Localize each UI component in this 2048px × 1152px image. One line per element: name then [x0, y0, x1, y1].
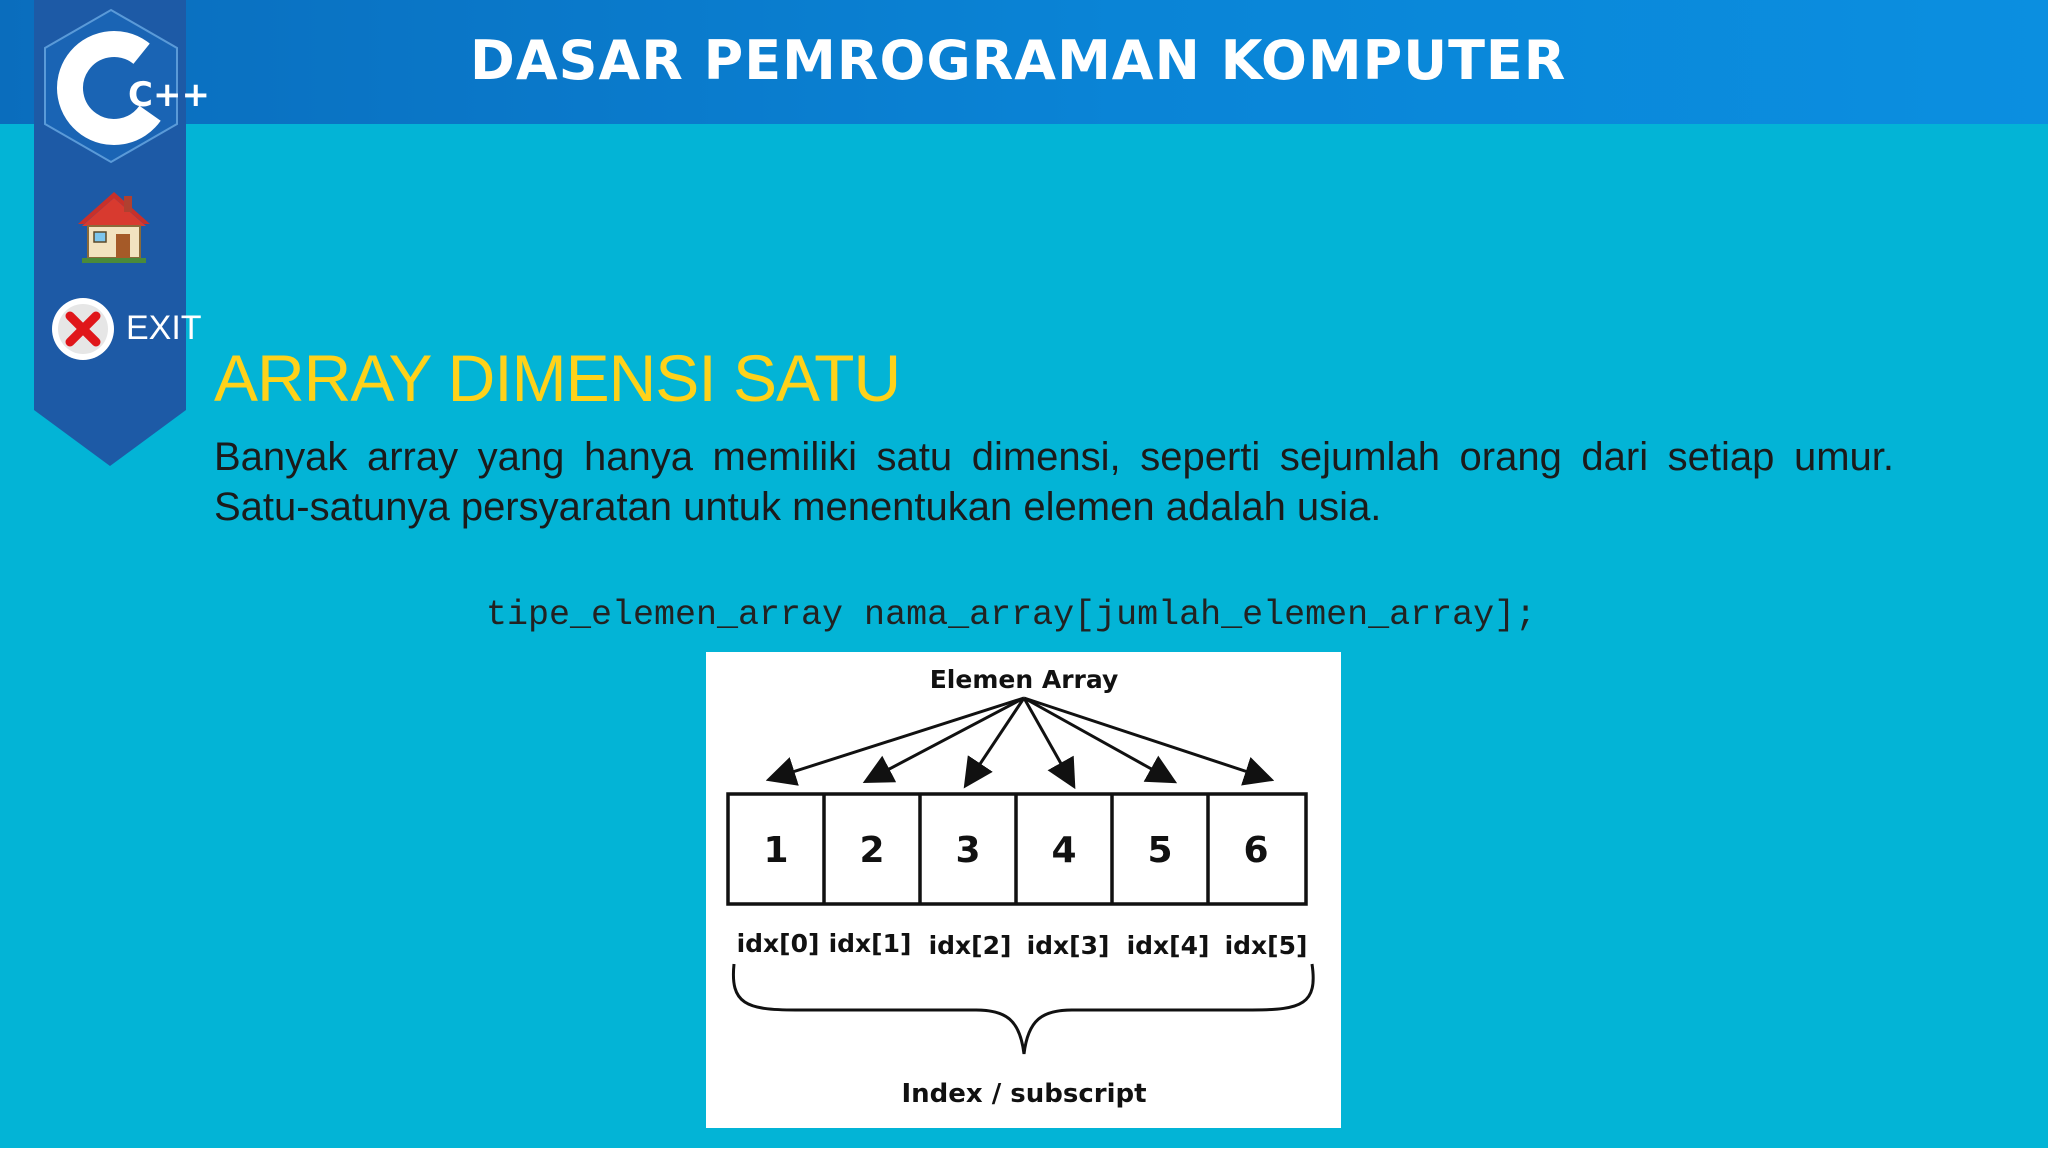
arrow-3 [972, 698, 1024, 776]
array-cell: 2 [859, 830, 885, 871]
array-cell: 1 [763, 830, 789, 871]
section-title: ARRAY DIMENSI SATU [214, 341, 901, 415]
logo-text: C++ [128, 75, 210, 115]
index-label: idx[3] [1026, 931, 1110, 960]
cpp-logo-icon [36, 6, 210, 166]
array-diagram [706, 652, 1341, 1128]
diagram-bottom-label: Index / subscript [901, 1079, 1147, 1109]
index-label: idx[4] [1126, 931, 1210, 960]
array-cell: 4 [1051, 830, 1077, 871]
close-icon [50, 296, 116, 362]
app-title: DASAR PEMROGRAMAN KOMPUTER [470, 29, 1567, 92]
diagram-top-label: Elemen Array [929, 665, 1119, 694]
home-icon [74, 186, 154, 266]
curly-brace [733, 964, 1313, 1054]
bottom-strip [0, 1148, 2048, 1152]
home-button[interactable] [74, 186, 154, 266]
array-diagram-svg [706, 652, 1341, 1128]
index-label: idx[0] [736, 929, 820, 958]
exit-label: EXIT [126, 309, 202, 347]
arrow-1 [780, 698, 1024, 776]
index-label: idx[5] [1224, 931, 1308, 960]
index-label: idx[1] [828, 929, 912, 958]
description-text: Banyak array yang hanya memiliki satu dimensi, seperti sejumlah orang dari setiap umur. Satu-satunya persyaratan untuk menentukan elemen adalah usia. [214, 435, 1894, 529]
array-cell: 5 [1147, 830, 1173, 871]
code-syntax: tipe_elemen_array nama_array[jumlah_elemen_array]; [486, 595, 1537, 635]
sidebar [0, 0, 210, 480]
array-cell: 6 [1243, 830, 1269, 871]
exit-button[interactable] [50, 292, 202, 364]
array-cell: 3 [955, 830, 981, 871]
index-label: idx[2] [928, 931, 1012, 960]
header-bar [0, 0, 2048, 124]
